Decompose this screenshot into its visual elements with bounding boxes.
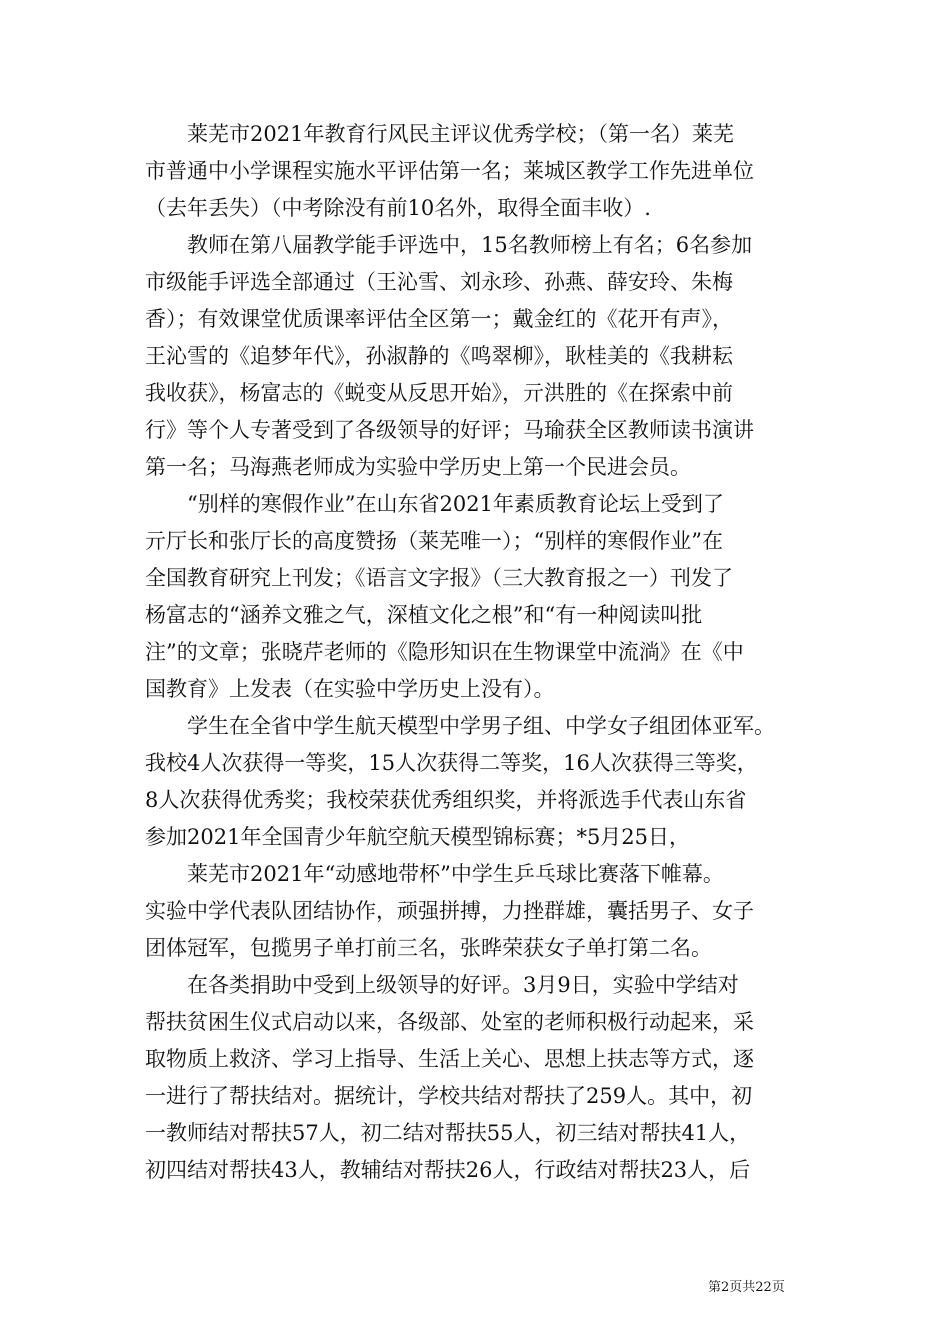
text-line: 帮扶贫困生仪式启动以来，各级部、处室的老师积极行动起来，采 — [145, 1010, 754, 1034]
text-line: 第一名；马海燕老师成为实验中学历史上第一个民进会员。 — [145, 455, 691, 479]
text-line: 我收获》，杨富志的《蜕变从反思开始》，亓洪胜的《在探索中前 — [145, 381, 733, 405]
text-line: （去年丢失）（中考除没有前10名外，取得全面丰收）. — [145, 196, 651, 220]
text-line: 注”的文章；张晓芹老师的《隐形知识在生物课堂中流淌》在《中 — [145, 640, 744, 664]
text-line: 国教育》上发表（在实验中学历史上没有）。 — [145, 677, 555, 701]
text-line: 杨富志的“涵养文雅之气，深植文化之根”和“有一种阅读叫批 — [145, 603, 703, 627]
text-line: 在各类捐助中受到上级领导的好评。3月9日，实验中学结对 — [145, 973, 739, 997]
text-line: 8人次获得优秀奖；我校荣获优秀组织奖，并将派选手代表山东省 — [145, 788, 747, 812]
text-line: 香）；有效课堂优质课率评估全区第一；戴金红的《花开有声》， — [145, 307, 733, 331]
text-line: 市普通中小学课程实施水平评估第一名；莱城区教学工作先进单位 — [145, 159, 754, 183]
text-line: 一教师结对帮扶57人，初二结对帮扶55人，初三结对帮扶41人， — [145, 1121, 751, 1145]
text-line: 市级能手评选全部通过（王沁雪、刘永珍、孙燕、薛安玲、朱梅 — [145, 270, 733, 294]
text-line: 初四结对帮扶43人，教辅结对帮扶26人，行政结对帮扶23人，后 — [145, 1158, 751, 1182]
text-line: 学生在全省中学生航天模型中学男子组、中学女子组团体亚军。 — [145, 714, 775, 738]
text-line: 一进行了帮扶结对。据统计，学校共结对帮扶了259人。其中，初 — [145, 1084, 753, 1108]
text-line: 莱芜市2021年“动感地带杯”中学生乒乓球比赛落下帷幕。 — [145, 862, 724, 886]
text-line: 行》等个人专著受到了各级领导的好评；马瑜获全区教师读书演讲 — [145, 418, 754, 442]
text-line: 亓厅长和张厅长的高度赞扬（莱芜唯一）；“别样的寒假作业”在 — [145, 529, 723, 553]
text-line: 团体冠军，包揽男子单打前三名，张晔荣获女子单打第二名。 — [145, 936, 712, 960]
text-line: 实验中学代表队团结协作，顽强拼搏，力挫群雄，囊括男子、女子 — [145, 899, 754, 923]
text-line: 莱芜市2021年教育行风民主评议优秀学校；（第一名）莱芜 — [145, 122, 734, 146]
text-line: 我校4人次获得一等奖，15人次获得二等奖，16人次获得三等奖， — [145, 751, 758, 775]
text-line: 王沁雪的《追梦年代》，孙淑静的《鸣翠柳》，耿桂美的《我耕耘 — [145, 344, 733, 368]
text-line: “别样的寒假作业”在山东省2021年素质教育论坛上受到了 — [145, 492, 724, 516]
text-line: 参加2021年全国青少年航空航天模型锦标赛；*5月25日， — [145, 825, 691, 849]
text-line: 教师在第八届教学能手评选中，15名教师榜上有名；6名参加 — [145, 233, 753, 257]
text-line: 取物质上救济、学习上指导、生活上关心、思想上扶志等方式，逐 — [145, 1047, 754, 1071]
page-number: 第2页共22页 — [708, 1280, 785, 1295]
text-line: 全国教育研究上刊发；《语言文字报》（三大教育报之一）刊发了 — [145, 566, 733, 590]
